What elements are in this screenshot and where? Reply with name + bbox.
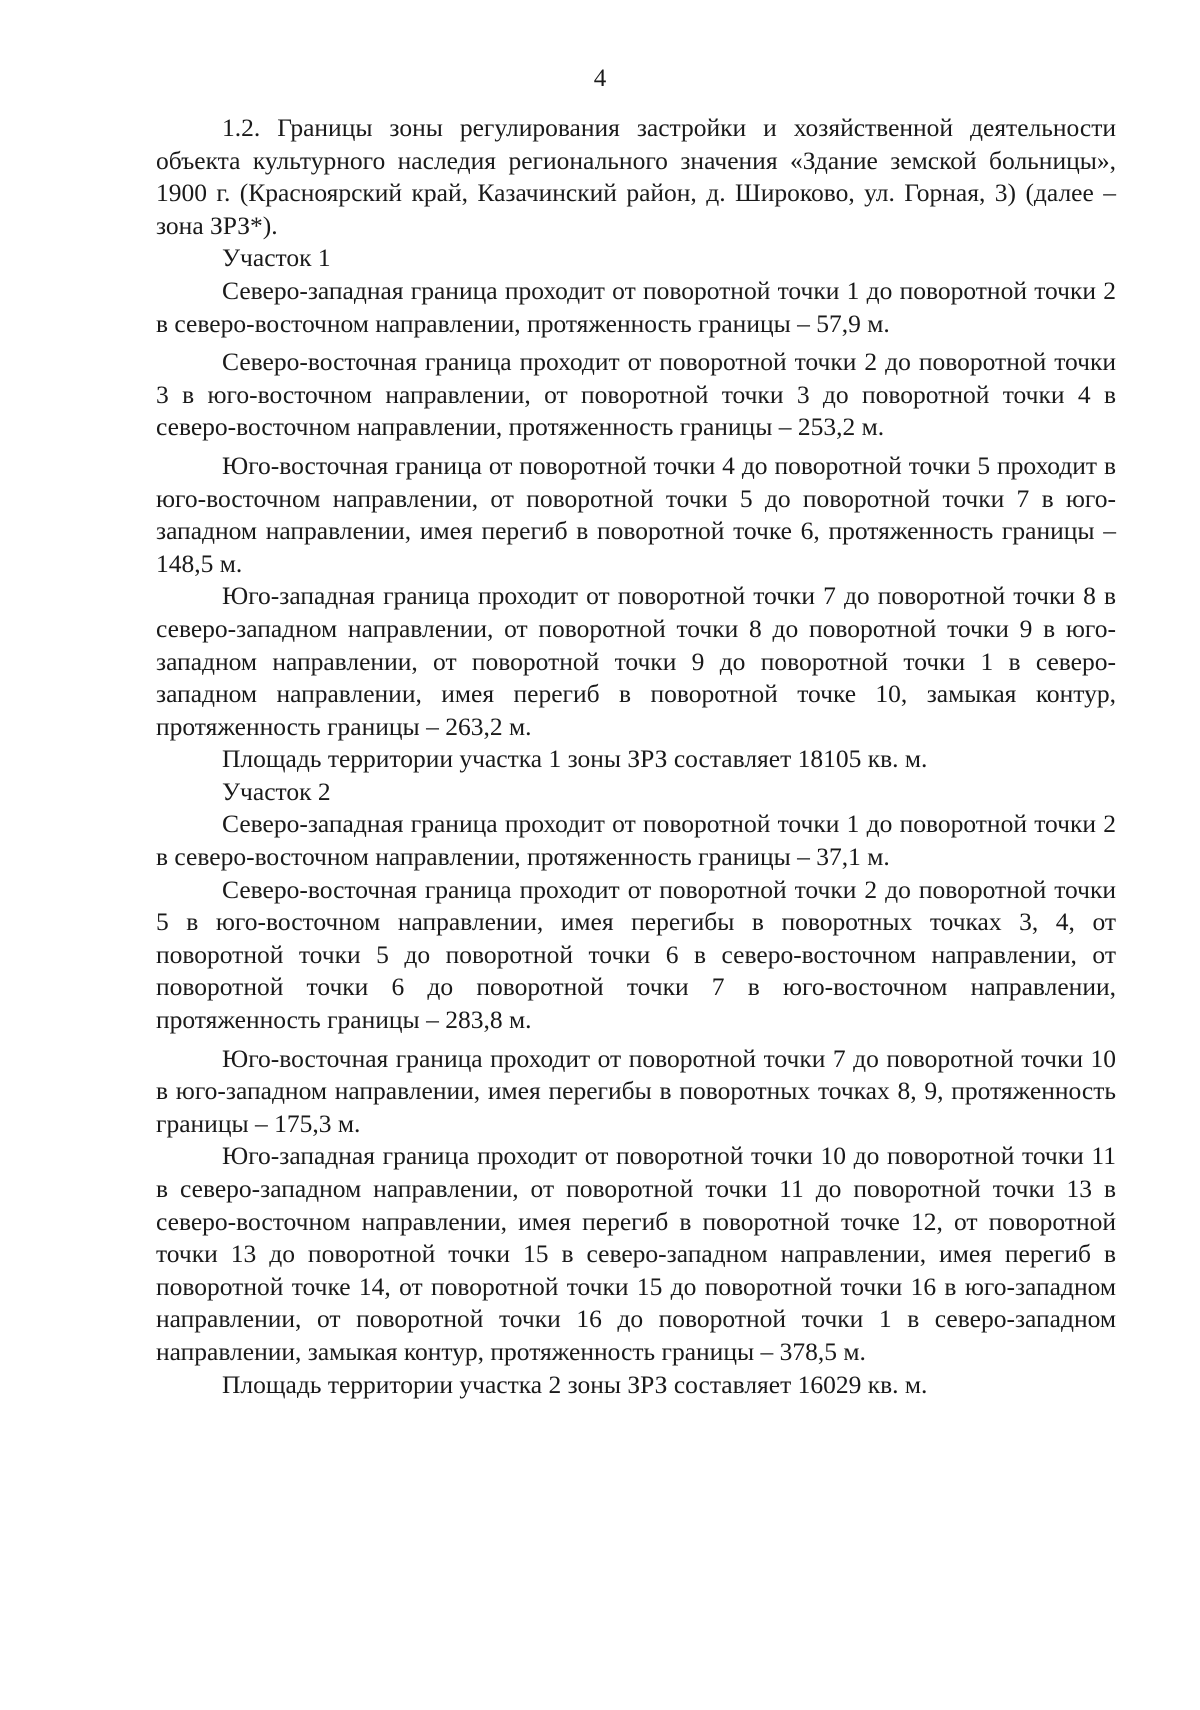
paragraph-plot-2-southeast-border: Юго-восточная граница проходит от поворотной точки 7 до поворотной точки 10 в юго-западном направлении, имея перегибы в поворотных точках 8, 9, протяженность границы – 175,3 м. <box>156 1043 1116 1138</box>
paragraph-plot-2-northeast-border: Северо-восточная граница проходит от поворотной точки 2 до поворотной точки 5 в юго-восточном направлении, имея перегибы в поворотных точках 3, 4, от поворотной точки 5 до поворотной точки 6 в северо-восточном направлении, от поворотной точки 6 до поворотной точки 7 в юго-восточном направлении, протяженность границы – 283,8 м. <box>156 874 1116 1035</box>
section-heading-plot-2: Участок 2 <box>222 776 331 806</box>
paragraph-plot-2-area: Площадь территории участка 2 зоны ЗРЗ составляет 16029 кв. м. <box>222 1369 928 1399</box>
paragraph-plot-1-northeast-border: Северо-восточная граница проходит от поворотной точки 2 до поворотной точки 3 в юго-восточном направлении, от поворотной точки 3 до поворотной точки 4 в северо-восточном направлении, протяженность границы – 253,2 м. <box>156 347 1116 442</box>
section-heading-plot-1: Участок 1 <box>222 243 331 273</box>
paragraph-plot-1-southwest-border: Юго-западная граница проходит от поворотной точки 7 до поворотной точки 8 в северо-западном направлении, от поворотной точки 8 до поворотной точки 9 в юго-западном направлении, от поворотной точки 9 до поворотной точки 1 в северо-западном направлении, имея перегиб в поворотной точке 10, замыкая контур, протяженность границы – 263,2 м. <box>156 581 1116 741</box>
paragraph-zone-definition: 1.2. Границы зоны регулирования застройки и хозяйственной деятельности объекта культурного наследия регионального значения «Здание земской больницы», 1900 г. (Красноярский край, Казачинский район, д. Широково, ул. Горная, 3) (далее – зона ЗРЗ*). <box>156 113 1116 240</box>
paragraph-plot-2-southwest-border: Юго-западная граница проходит от поворотной точки 10 до поворотной точки 11 в северо-западном направлении, от поворотной точки 11 до поворотной точки 13 в северо-восточном направлении, имея перегиб в поворотной точке 12, от поворотной точки 13 до поворотной точки 15 в северо-западном направлении, имея перегиб в поворотной точке 14, от поворотной точки 15 до поворотной точки 16 в юго-западном направлении, от поворотной точки 16 до поворотной точки 1 в северо-западном направлении, замыкая контур, протяженность границы – 378,5 м. <box>156 1141 1116 1366</box>
paragraph-plot-1-northwest-border: Северо-западная граница проходит от поворотной точки 1 до поворотной точки 2 в северо-восточном направлении, протяженность границы – 57,9 м. <box>156 275 1116 338</box>
page-number: 4 <box>593 65 607 92</box>
paragraph-plot-1-area: Площадь территории участка 1 зоны ЗРЗ составляет 18105 кв. м. <box>222 744 928 774</box>
paragraph-plot-2-northwest-border: Северо-западная граница проходит от поворотной точки 1 до поворотной точки 2 в северо-восточном направлении, протяженность границы – 37,1 м. <box>156 809 1116 872</box>
paragraph-plot-1-southeast-border: Юго-восточная граница от поворотной точки 4 до поворотной точки 5 проходит в юго-восточном направлении, от поворотной точки 5 до поворотной точки 7 в юго-западном направлении, имея перегиб в поворотной точке 6, протяженность границы – 148,5 м. <box>156 450 1116 578</box>
document-body <box>156 112 1116 1401</box>
